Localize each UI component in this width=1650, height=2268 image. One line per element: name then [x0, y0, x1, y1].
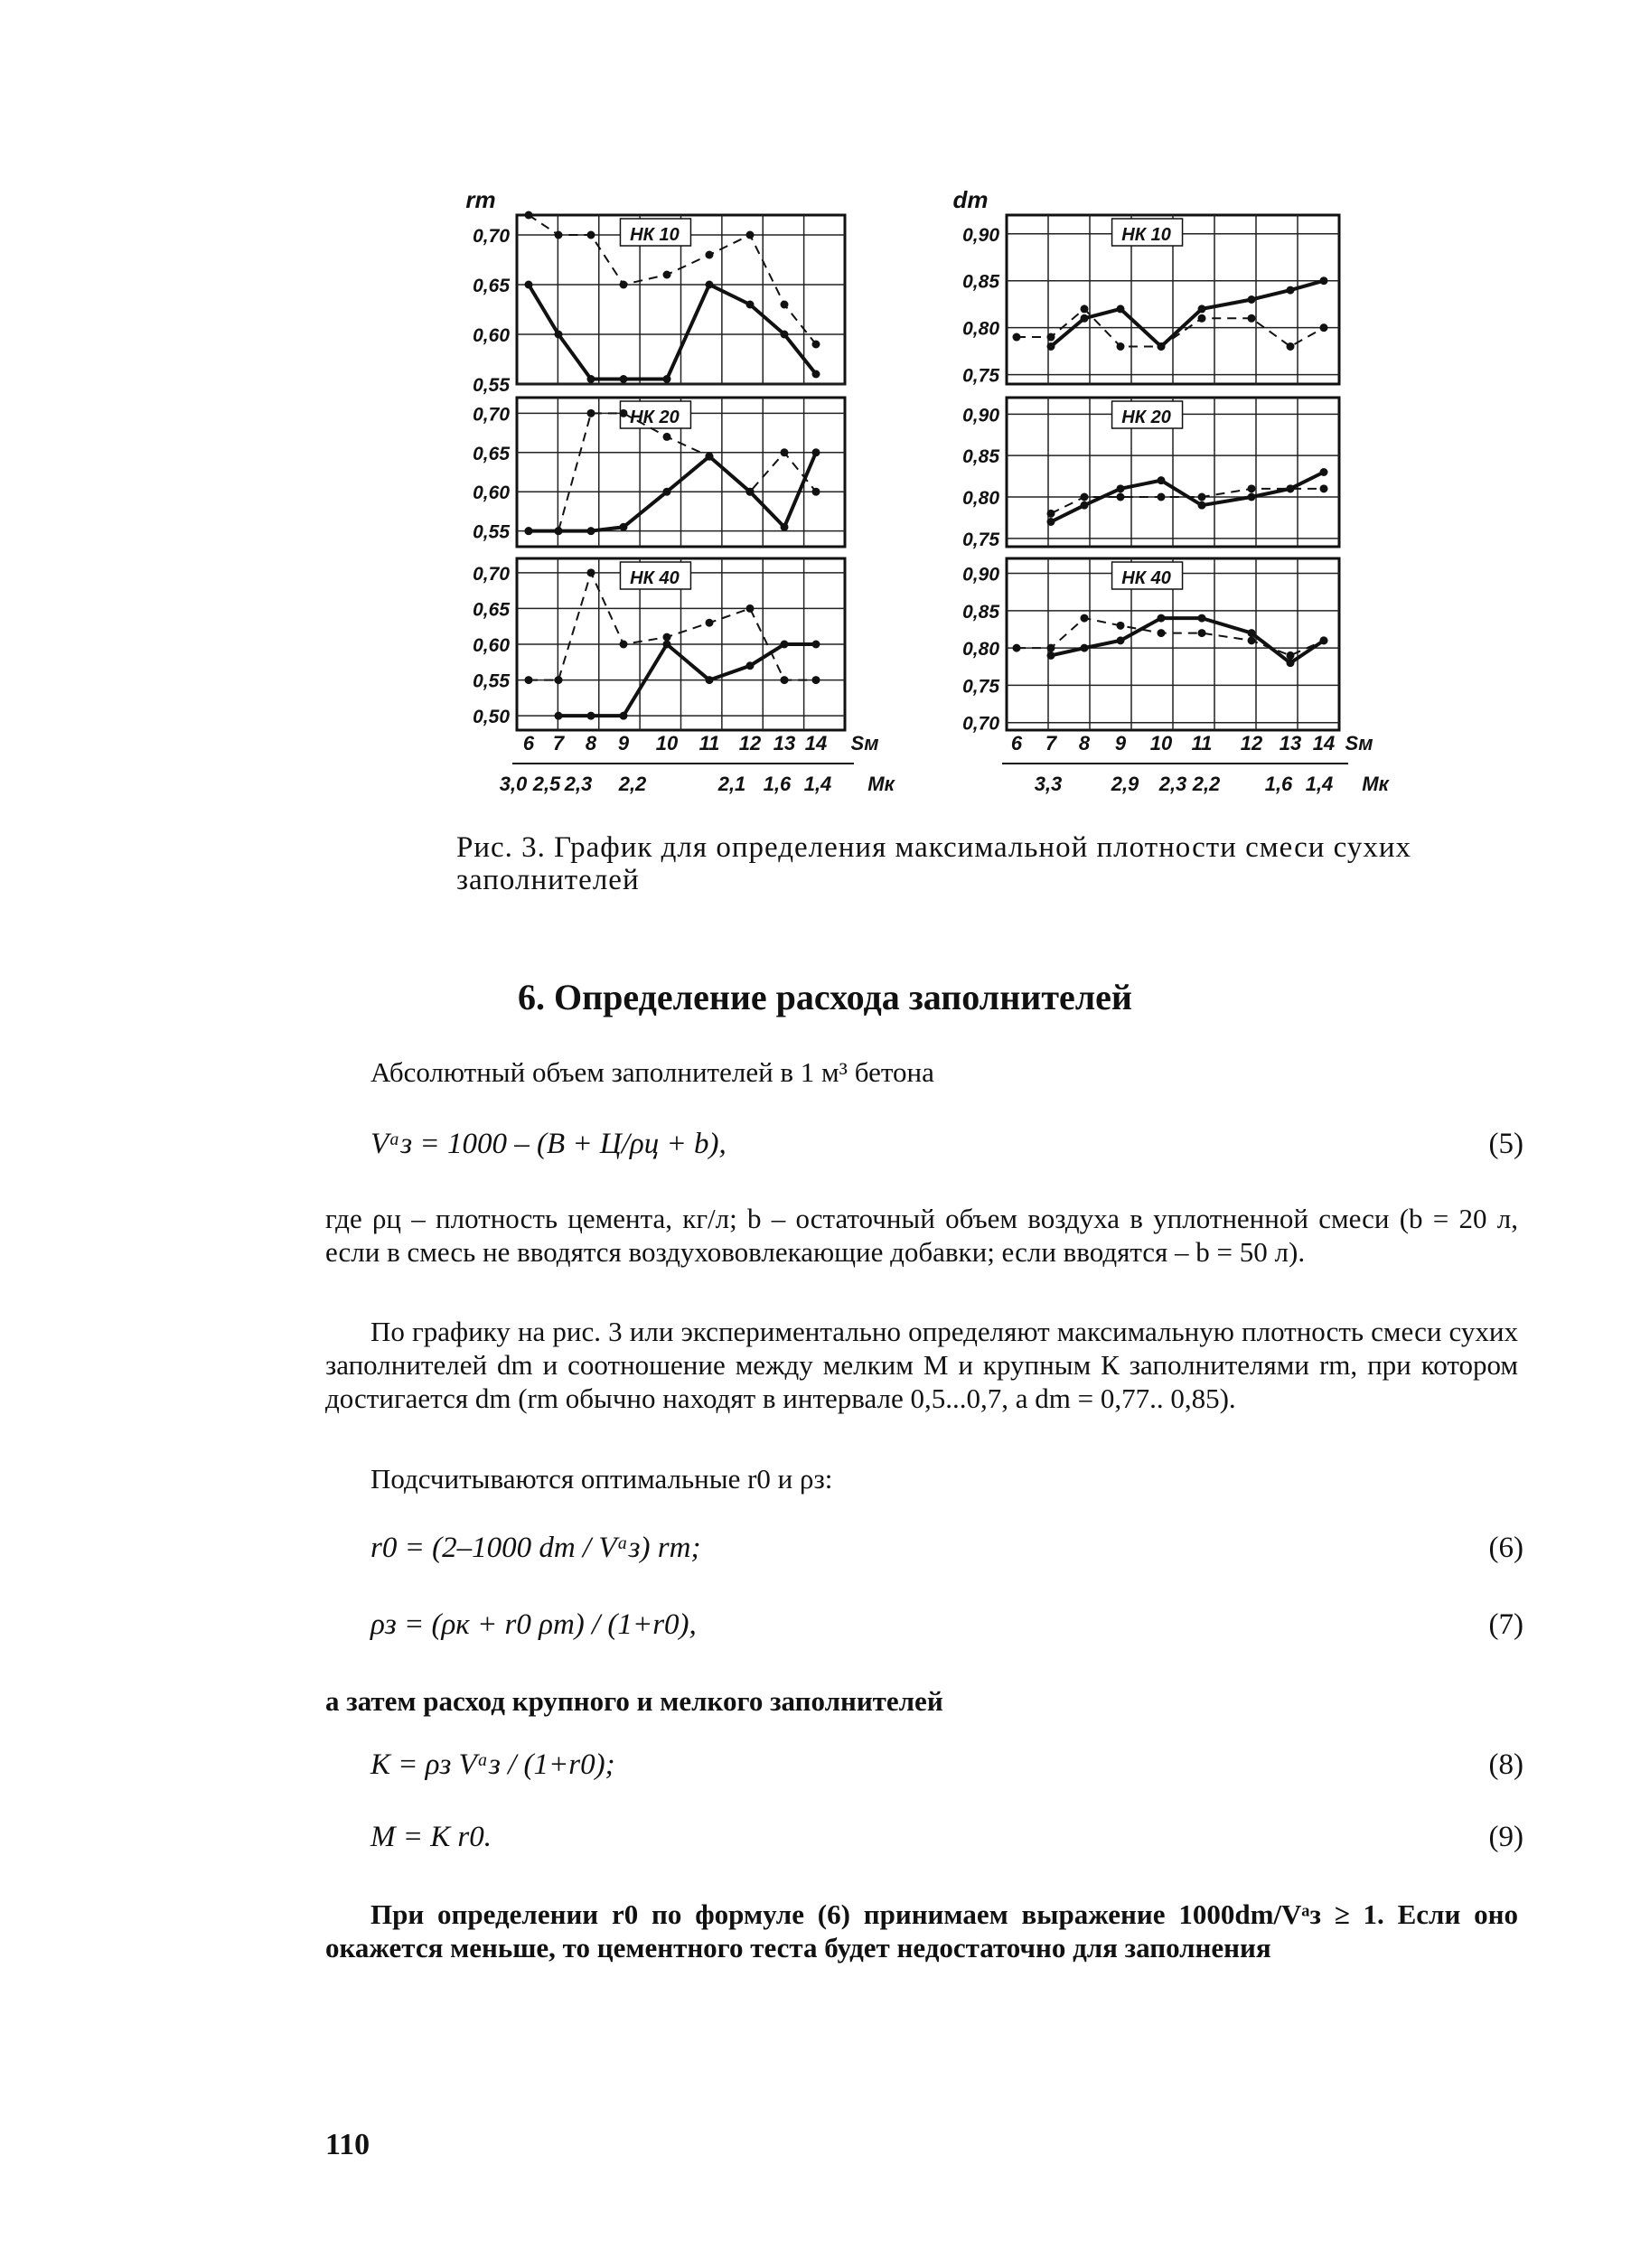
right-нк20-point — [1047, 518, 1055, 526]
left-нк10-point — [555, 331, 563, 339]
right-нк20-point — [1287, 484, 1295, 492]
right-нк10-point — [1320, 276, 1328, 285]
left-нк20-point — [663, 488, 671, 496]
left-нк20-label: НК 20 — [630, 408, 680, 427]
right-нк10-ytick-label: 0,85 — [962, 271, 999, 293]
left-нк40-ytick-label: 0,70 — [473, 563, 510, 585]
left-нк40-point — [555, 676, 563, 684]
right-нк20-point — [1198, 501, 1206, 510]
left-нк10-point — [663, 375, 671, 383]
left-нк20-ytick-label: 0,65 — [473, 443, 510, 464]
left-нк20-ytick-label: 0,70 — [473, 404, 510, 426]
right-нк40-ytick-label: 0,70 — [962, 713, 999, 735]
right-нк40-point — [1248, 629, 1256, 637]
left-нк40-point — [781, 641, 789, 649]
left-нк40-label: НК 40 — [630, 568, 680, 588]
left-нк10-point — [746, 231, 755, 239]
right-mk-tick: 2,3 — [1158, 773, 1187, 795]
right-нк40-point — [1158, 629, 1166, 637]
left-s-tick: 7 — [552, 732, 565, 754]
right-нк20-point — [1248, 493, 1256, 501]
right-s-tick: 6 — [1010, 732, 1023, 754]
right-нк10-point — [1287, 342, 1295, 351]
right-s-tick: 9 — [1114, 732, 1127, 754]
left-нк10-point — [812, 370, 820, 379]
right-нк10-point — [1047, 333, 1055, 342]
left-mk-axis-label: Мк — [867, 773, 895, 795]
right-нк20-point — [1198, 493, 1206, 501]
left-нк20-point — [812, 448, 820, 456]
right-нк10-point — [1158, 342, 1166, 351]
left-нк20-point — [663, 433, 671, 441]
equation-9-number: (9) — [1488, 1821, 1523, 1853]
paragraph-3: По графику на рис. 3 или экспериментально определяют максимальную плотность смеси сухих заполнителей dm и соотношение между мелким М и крупным К заполнителями rm, при котором достигается dm (rm обычно находят в интервале 0,5...0,7, а dm = 0,77.. 0,85). — [325, 1316, 1518, 1414]
left-нк40-point — [812, 641, 820, 649]
left-нк10-point — [620, 281, 628, 289]
right-нк20-point — [1320, 468, 1328, 476]
right-нк20-point — [1117, 484, 1125, 492]
right-нк10-label: НК 10 — [1121, 225, 1171, 245]
equation-6-number: (6) — [1488, 1532, 1523, 1564]
equation-9: М = К r0. — [370, 1821, 492, 1853]
right-нк40-ytick-label: 0,80 — [962, 639, 999, 661]
left-axis-label: rm — [465, 186, 496, 213]
right-нк10-ytick-label: 0,90 — [962, 224, 999, 246]
left-s-tick: 9 — [617, 732, 630, 754]
right-нк10-point — [1081, 314, 1089, 323]
left-нк20-point — [525, 527, 533, 535]
left-нк10-point — [525, 211, 533, 220]
right-нк40-series-solid — [1051, 618, 1324, 663]
right-нк40-point — [1198, 629, 1206, 637]
right-нк40-label: НК 40 — [1121, 568, 1171, 588]
right-нк10-ytick-label: 0,80 — [962, 318, 999, 340]
left-нк20-point — [587, 527, 595, 535]
left-нк10-ytick-label: 0,60 — [473, 325, 510, 346]
left-s-tick: 8 — [585, 732, 597, 754]
right-нк40-ytick-label: 0,75 — [962, 676, 999, 698]
right-s-tick: 8 — [1078, 732, 1091, 754]
left-нк10-point — [525, 281, 533, 289]
figure-caption: Рис. 3. График для определения максимальной плотности смеси сухих заполнителей — [456, 831, 1411, 896]
left-нк40-point — [620, 641, 628, 649]
right-s-tick: 12 — [1240, 732, 1263, 754]
left-нк20-point — [706, 453, 714, 461]
left-нк10-point — [812, 341, 820, 349]
right-нк40-point — [1287, 659, 1295, 667]
right-нк40-point — [1047, 651, 1055, 660]
right-нк10-point — [1117, 342, 1125, 351]
right-нк10-point — [1287, 286, 1295, 295]
right-нк40-point — [1248, 636, 1256, 644]
right-s-axis-label: Sм — [1345, 732, 1373, 754]
right-s-tick: 14 — [1312, 732, 1336, 754]
left-mk-tick: 2,3 — [564, 773, 593, 795]
left-s-tick: 10 — [655, 732, 679, 754]
left-нк40-ytick-label: 0,55 — [473, 670, 510, 692]
left-нк20-point — [812, 488, 820, 496]
left-нк20-ytick-label: 0,55 — [473, 521, 510, 543]
right-s-tick: 10 — [1149, 732, 1173, 754]
page-number: 110 — [325, 2128, 370, 2161]
left-mk-tick: 2,5 — [532, 773, 561, 795]
right-нк10-point — [1013, 333, 1021, 342]
left-s-axis-label: Sм — [850, 732, 879, 754]
left-mk-tick: 2,1 — [717, 773, 746, 795]
left-нк40-point — [746, 604, 755, 613]
left-нк10-point — [706, 251, 714, 259]
right-нк10-point — [1198, 305, 1206, 313]
right-mk-tick: 2,2 — [1192, 773, 1221, 795]
right-нк20-point — [1081, 501, 1089, 510]
left-нк10-point — [663, 271, 671, 279]
left-s-tick: 13 — [773, 732, 796, 754]
left-нк10-point — [781, 331, 789, 339]
left-s-tick: 14 — [804, 732, 828, 754]
left-нк10-label: НК 10 — [630, 225, 680, 245]
equation-5-number: (5) — [1488, 1128, 1523, 1160]
left-mk-tick: 3,0 — [499, 773, 528, 795]
right-нк40-series-dashed — [1017, 618, 1324, 655]
right-нк10-point — [1081, 305, 1089, 313]
right-нк40-point — [1320, 636, 1328, 644]
left-нк10-point — [746, 301, 755, 309]
left-нк20-point — [620, 523, 628, 531]
left-s-tick: 6 — [522, 732, 535, 754]
left-mk-tick: 2,2 — [618, 773, 647, 795]
equation-8-number: (8) — [1488, 1748, 1523, 1781]
left-нк10-point — [587, 375, 595, 383]
right-нк40-point — [1013, 644, 1021, 652]
right-нк10-point — [1047, 342, 1055, 351]
right-нк10-ytick-label: 0,75 — [962, 365, 999, 387]
left-нк10-series-solid — [529, 285, 816, 380]
right-нк20-point — [1081, 493, 1089, 501]
left-нк20-point — [781, 523, 789, 531]
right-нк40-point — [1081, 644, 1089, 652]
right-s-tick: 13 — [1279, 732, 1302, 754]
right-нк40-ytick-label: 0,90 — [962, 564, 999, 586]
left-нк40-point — [706, 676, 714, 684]
right-нк20-point — [1158, 493, 1166, 501]
right-нк40-point — [1047, 644, 1055, 652]
paragraph-2: где ρц – плотность цемента, кг/л; b – остаточный объем воздуха в уплотненной смеси (b = 20 л, если в смесь не вводятся воздухововлекающие добавки; если вводятся – b = 50 л). — [325, 1203, 1518, 1268]
equation-6: r0 = (2–1000 dm / Vᵃз) rm; — [370, 1532, 701, 1564]
right-нк40-point — [1117, 636, 1125, 644]
equation-7: ρз = (ρк + r0 ρm) / (1+r0), — [370, 1608, 697, 1641]
right-mk-tick: 3,3 — [1034, 773, 1063, 795]
left-нк40-point — [663, 633, 671, 642]
left-нк20-point — [555, 527, 563, 535]
left-нк20-point — [587, 409, 595, 417]
left-нк10-point — [620, 375, 628, 383]
left-нк40-ytick-label: 0,60 — [473, 635, 510, 656]
left-нк10-point — [555, 231, 563, 239]
left-нк10-point — [706, 281, 714, 289]
left-mk-tick: 1,6 — [763, 773, 792, 795]
right-нк20-point — [1158, 476, 1166, 484]
paragraph-5: а затем расход крупного и мелкого заполнителей — [325, 1685, 943, 1717]
left-нк40-ytick-label: 0,50 — [473, 707, 510, 728]
left-нк40-point — [555, 712, 563, 720]
right-нк40-point — [1198, 614, 1206, 623]
right-нк20-point — [1117, 493, 1125, 501]
right-нк40-ytick-label: 0,85 — [962, 601, 999, 623]
right-нк20-ytick-label: 0,90 — [962, 405, 999, 426]
right-axis-label: dm — [952, 186, 989, 213]
right-нк10-point — [1320, 323, 1328, 332]
right-нк40-point — [1158, 614, 1166, 623]
right-нк10-point — [1198, 314, 1206, 323]
left-нк40-point — [620, 712, 628, 720]
left-нк40-point — [663, 641, 671, 649]
left-s-tick: 12 — [738, 732, 762, 754]
right-s-tick: 7 — [1045, 732, 1057, 754]
paragraph-6: При определении r0 по формуле (6) принимаем выражение 1000dm/Vᵃз ≥ 1. Если оно окажется меньше, то цементного теста будет недостаточно для заполнения — [325, 1898, 1518, 1963]
left-нк10-ytick-label: 0,55 — [473, 375, 510, 396]
left-нк40-point — [525, 676, 533, 684]
right-mk-tick: 2,9 — [1111, 773, 1139, 795]
left-нк40-point — [587, 568, 595, 576]
left-нк20-point — [781, 448, 789, 456]
left-нк20-point — [746, 488, 755, 496]
left-нк10-ytick-label: 0,65 — [473, 276, 510, 296]
right-нк40-point — [1117, 622, 1125, 630]
left-нк10-point — [781, 301, 789, 309]
right-нк20-ytick-label: 0,80 — [962, 488, 999, 509]
left-s-tick: 11 — [698, 732, 720, 754]
equation-5: Vᵃз = 1000 – (В + Ц/ρц + b), — [370, 1128, 727, 1160]
section-title: 6. Определение расхода заполнителей — [518, 977, 1132, 1017]
right-нк20-ytick-label: 0,75 — [962, 529, 999, 550]
left-нк40-ytick-label: 0,65 — [473, 599, 510, 621]
right-нк20-label: НК 20 — [1121, 408, 1171, 427]
equation-8: К = ρз Vᵃз / (1+r0); — [370, 1748, 615, 1781]
right-нк20-point — [1248, 484, 1256, 492]
right-нк20-point — [1320, 484, 1328, 492]
right-нк20-point — [1047, 510, 1055, 518]
right-нк40-point — [1081, 614, 1089, 623]
right-нк10-point — [1248, 314, 1256, 323]
right-нк20-ytick-label: 0,85 — [962, 446, 999, 468]
left-нк40-point — [746, 661, 755, 670]
left-нк40-point — [812, 676, 820, 684]
left-нк10-ytick-label: 0,70 — [473, 226, 510, 247]
right-mk-axis-label: Мк — [1362, 773, 1389, 795]
left-нк40-point — [781, 676, 789, 684]
right-mk-tick: 1,4 — [1305, 773, 1334, 795]
left-нк40-point — [587, 712, 595, 720]
paragraph-1: Абсолютный объем заполнителей в 1 м³ бетона — [370, 1056, 934, 1088]
left-mk-tick: 1,4 — [803, 773, 832, 795]
left-нк10-point — [587, 231, 595, 239]
right-s-tick: 11 — [1191, 732, 1213, 754]
equation-7-number: (7) — [1488, 1608, 1523, 1641]
left-нк40-point — [706, 619, 714, 627]
figure-3 — [0, 0, 1650, 813]
right-нк10-point — [1117, 305, 1125, 313]
right-нк10-series-solid — [1051, 281, 1324, 347]
left-нк20-point — [620, 409, 628, 417]
paragraph-4: Подсчитываются оптимальные r0 и ρз: — [370, 1463, 833, 1495]
right-mk-tick: 1,6 — [1264, 773, 1293, 795]
right-нк10-point — [1248, 295, 1256, 304]
right-нк40-point — [1287, 651, 1295, 660]
left-нк20-ytick-label: 0,60 — [473, 483, 510, 504]
